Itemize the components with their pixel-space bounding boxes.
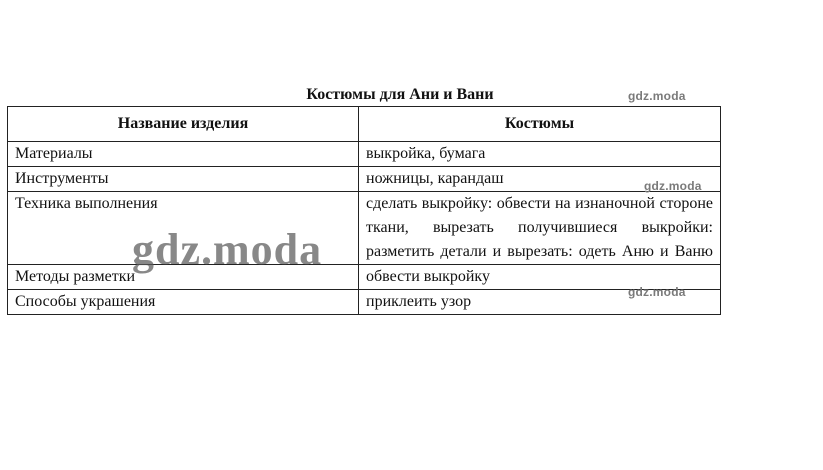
row-label-decoration: Способы украшения	[8, 290, 359, 315]
watermark-small: gdz.moda	[644, 179, 702, 193]
table-header-row	[8, 107, 721, 142]
row-value-tools: ножницы, карандаш	[359, 167, 721, 192]
watermark-small: gdz.moda	[628, 89, 686, 103]
header-product-name: Название изделия	[8, 107, 359, 142]
table-row	[8, 290, 721, 315]
header-product-value: Костюмы	[359, 107, 721, 142]
row-label-marking: Методы разметки	[8, 265, 359, 290]
table-row	[8, 192, 721, 265]
row-value-decoration: приклеить узор	[359, 290, 721, 315]
product-table	[7, 106, 721, 315]
watermark-large: gdz.moda	[132, 225, 323, 274]
row-value-materials: выкройка, бумага	[359, 142, 721, 167]
table-row	[8, 167, 721, 192]
row-label-tools: Инструменты	[8, 167, 359, 192]
row-label-materials: Материалы	[8, 142, 359, 167]
row-value-marking: обвести выкройку	[359, 265, 721, 290]
row-value-technique: сделать выкройку: обвести на изнаночной стороне ткани, вырезать получившиеся выкройки: разметить детали и вырезать: одеть Аню и Ваню	[359, 192, 721, 265]
table-row	[8, 265, 721, 290]
row-label-technique: Техника выполнения	[8, 192, 359, 265]
table-title: Костюмы для Ани и Вани	[306, 86, 494, 103]
table-row	[8, 142, 721, 167]
watermark-small: gdz.moda	[628, 285, 686, 299]
